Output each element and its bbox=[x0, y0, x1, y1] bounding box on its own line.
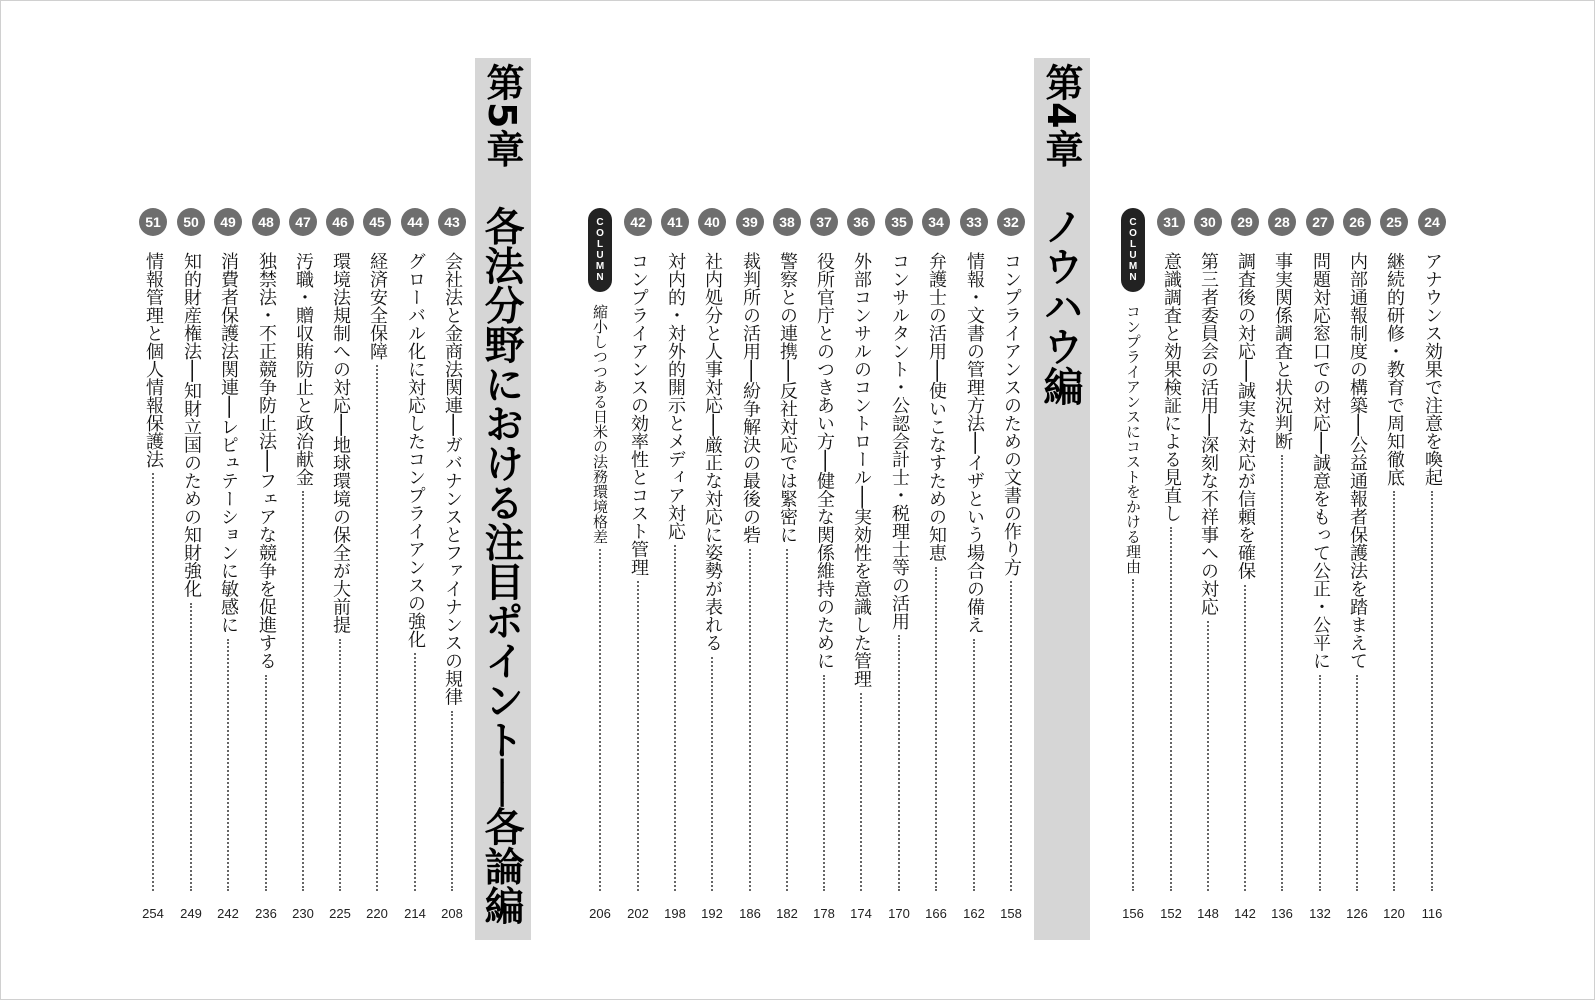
toc-entry-28[interactable] bbox=[1263, 208, 1301, 938]
dot-leader bbox=[451, 711, 453, 891]
dot-leader bbox=[823, 675, 825, 891]
entry-title: コンサルタント・公認会計士・税理士等の活用 bbox=[889, 252, 910, 630]
entry-title: 問題対応窓口での対応──誠意をもって公正・公平に bbox=[1310, 252, 1331, 670]
dot-leader bbox=[973, 639, 975, 891]
entry-title: コンプライアンスの効率性とコスト管理 bbox=[628, 252, 649, 576]
toc-entry-45[interactable] bbox=[358, 208, 396, 938]
dot-leader bbox=[674, 545, 676, 891]
entry-page-number: 132 bbox=[1309, 906, 1331, 921]
entry-title: 会社法と金商法関連──ガバナンスとファイナンスの規律 bbox=[442, 252, 463, 706]
toc-entry-column-2[interactable] bbox=[581, 208, 619, 938]
entry-page-number: 182 bbox=[776, 906, 798, 921]
entry-title: グローバル化に対応したコンプライアンスの強化 bbox=[405, 252, 426, 648]
entry-page-number: 126 bbox=[1346, 906, 1368, 921]
dot-leader bbox=[414, 653, 416, 891]
entry-number-badge: 31 bbox=[1157, 208, 1185, 236]
entry-title: 社内処分と人事対応──厳正な対応に姿勢が表れる bbox=[702, 252, 723, 652]
entry-number-badge: 33 bbox=[960, 208, 988, 236]
dot-leader bbox=[860, 693, 862, 891]
toc-entry-35[interactable] bbox=[880, 208, 918, 938]
entry-title: コンプライアンスにコストをかける理由 bbox=[1124, 304, 1142, 574]
entry-title: 知的財産権法──知財立国のための知財強化 bbox=[181, 252, 202, 598]
entry-page-number: 174 bbox=[850, 906, 872, 921]
dot-leader bbox=[786, 549, 788, 891]
dot-leader bbox=[1393, 491, 1395, 891]
entry-title: 外部コンサルのコントロール──実効性を意識した管理 bbox=[851, 252, 872, 688]
entry-title: コンプライアンスのための文書の作り方 bbox=[1001, 252, 1022, 576]
entry-title: 第三者委員会の活用──深刻な不祥事への対応 bbox=[1198, 252, 1219, 616]
entry-page-number: 230 bbox=[292, 906, 314, 921]
dot-leader bbox=[1356, 675, 1358, 891]
toc-entry-51[interactable] bbox=[134, 208, 172, 938]
entry-title: 環境法規制への対応──地球環境の保全が大前提 bbox=[330, 252, 351, 634]
dot-leader bbox=[749, 549, 751, 891]
entry-page-number: 254 bbox=[142, 906, 164, 921]
toc-entry-47[interactable] bbox=[284, 208, 322, 938]
entry-number-badge: 30 bbox=[1194, 208, 1222, 236]
toc-entry-30[interactable] bbox=[1189, 208, 1227, 938]
dot-leader bbox=[302, 491, 304, 891]
entry-number-badge: 49 bbox=[214, 208, 242, 236]
entry-page-number: 162 bbox=[963, 906, 985, 921]
entry-title: 弁護士の活用──使いこなすための知恵 bbox=[926, 252, 947, 562]
toc-entry-34[interactable] bbox=[917, 208, 955, 938]
entry-title: 汚職・贈収賄防止と政治献金 bbox=[293, 252, 314, 486]
entry-page-number: 156 bbox=[1122, 906, 1144, 921]
toc-entry-36[interactable] bbox=[842, 208, 880, 938]
toc-entry-25[interactable] bbox=[1375, 208, 1413, 938]
entry-page-number: 186 bbox=[739, 906, 761, 921]
entry-title: 対内的・対外的開示とメディア対応 bbox=[665, 252, 686, 540]
entry-number-badge: 48 bbox=[252, 208, 280, 236]
toc-entry-26[interactable] bbox=[1338, 208, 1376, 938]
dot-leader bbox=[1207, 621, 1209, 891]
entry-number-badge: 34 bbox=[922, 208, 950, 236]
entry-title: 情報・文書の管理方法──イザという場合の備え bbox=[964, 252, 985, 634]
chapter-5-title: 各法分野における注目ポイント──各論編 bbox=[478, 206, 525, 926]
entry-page-number: 202 bbox=[627, 906, 649, 921]
toc-entry-41[interactable] bbox=[656, 208, 694, 938]
entry-title: 独禁法・不正競争防止法──フェアな競争を促進する bbox=[256, 252, 277, 670]
dot-leader bbox=[152, 473, 154, 891]
entry-number-badge: 35 bbox=[885, 208, 913, 236]
entry-page-number: 152 bbox=[1160, 906, 1182, 921]
toc-entry-31[interactable] bbox=[1152, 208, 1190, 938]
entry-title: 警察との連携──反社対応では緊密に bbox=[777, 252, 798, 544]
dot-leader bbox=[935, 567, 937, 891]
entry-number-badge: 37 bbox=[810, 208, 838, 236]
entry-title: 意識調査と効果検証による見直し bbox=[1161, 252, 1182, 522]
entry-title: 消費者保護法関連──レピュテーションに敏感に bbox=[218, 252, 239, 634]
chapter-5-label: 第5章 bbox=[480, 63, 524, 169]
entry-page-number: 166 bbox=[925, 906, 947, 921]
entry-page-number: 220 bbox=[366, 906, 388, 921]
toc-entry-column-1[interactable] bbox=[1114, 208, 1152, 938]
toc-entry-33[interactable] bbox=[955, 208, 993, 938]
column-badge: COLUMN bbox=[1121, 208, 1145, 292]
entry-number-badge: 41 bbox=[661, 208, 689, 236]
entry-page-number: 116 bbox=[1421, 906, 1443, 921]
toc-entry-48[interactable] bbox=[247, 208, 285, 938]
entry-number-badge: 36 bbox=[847, 208, 875, 236]
entry-page-number: 178 bbox=[813, 906, 835, 921]
toc-entry-29[interactable] bbox=[1226, 208, 1264, 938]
toc-entry-37[interactable] bbox=[805, 208, 843, 938]
toc-entry-46[interactable] bbox=[321, 208, 359, 938]
entry-title: 縮小しつつある日米の法務環境格差 bbox=[591, 304, 609, 544]
entry-title: アナウンス効果で注意を喚起 bbox=[1422, 252, 1443, 486]
chapter-4-title: ノウハウ編 bbox=[1037, 206, 1083, 406]
toc-entry-40[interactable] bbox=[693, 208, 731, 938]
entry-title: 経済安全保障 bbox=[367, 252, 388, 360]
entry-number-badge: 26 bbox=[1343, 208, 1371, 236]
toc-entry-50[interactable] bbox=[172, 208, 210, 938]
entry-page-number: 249 bbox=[180, 906, 202, 921]
dot-leader bbox=[1319, 675, 1321, 891]
dot-leader bbox=[599, 549, 601, 891]
entry-page-number: 170 bbox=[888, 906, 910, 921]
entry-page-number: 208 bbox=[441, 906, 463, 921]
entry-page-number: 136 bbox=[1271, 906, 1293, 921]
toc-entry-27[interactable] bbox=[1301, 208, 1339, 938]
toc-entry-38[interactable] bbox=[768, 208, 806, 938]
dot-leader bbox=[1132, 579, 1134, 891]
toc-entry-42[interactable] bbox=[619, 208, 657, 938]
dot-leader bbox=[637, 581, 639, 891]
dot-leader bbox=[1431, 491, 1433, 891]
entry-number-badge: 39 bbox=[736, 208, 764, 236]
entry-title: 情報管理と個人情報保護法 bbox=[143, 252, 164, 468]
entry-number-badge: 44 bbox=[401, 208, 429, 236]
dot-leader bbox=[339, 639, 341, 891]
entry-number-badge: 29 bbox=[1231, 208, 1259, 236]
dot-leader bbox=[265, 675, 267, 891]
dot-leader bbox=[898, 635, 900, 891]
entry-page-number: 120 bbox=[1383, 906, 1405, 921]
entry-page-number: 236 bbox=[255, 906, 277, 921]
entry-page-number: 148 bbox=[1197, 906, 1219, 921]
dot-leader bbox=[1170, 527, 1172, 891]
toc-entry-39[interactable] bbox=[731, 208, 769, 938]
dot-leader bbox=[1010, 581, 1012, 891]
column-badge: COLUMN bbox=[588, 208, 612, 292]
entry-title: 役所官庁とのつきあい方──健全な関係維持のために bbox=[814, 252, 835, 670]
entry-number-badge: 50 bbox=[177, 208, 205, 236]
entry-number-badge: 28 bbox=[1268, 208, 1296, 236]
entry-page-number: 158 bbox=[1000, 906, 1022, 921]
entry-title: 継続的研修・教育で周知徹底 bbox=[1384, 252, 1405, 486]
entry-number-badge: 25 bbox=[1380, 208, 1408, 236]
entry-page-number: 192 bbox=[701, 906, 723, 921]
dot-leader bbox=[227, 639, 229, 891]
entry-title: 内部通報制度の構築──公益通報者保護法を踏まえて bbox=[1347, 252, 1368, 670]
entry-page-number: 225 bbox=[329, 906, 351, 921]
entry-number-badge: 45 bbox=[363, 208, 391, 236]
dot-leader bbox=[711, 657, 713, 891]
entry-page-number: 242 bbox=[217, 906, 239, 921]
dot-leader bbox=[1281, 455, 1283, 891]
entry-number-badge: 38 bbox=[773, 208, 801, 236]
entry-page-number: 198 bbox=[664, 906, 686, 921]
entry-number-badge: 27 bbox=[1306, 208, 1334, 236]
toc-entry-43[interactable] bbox=[433, 208, 471, 938]
entry-number-badge: 42 bbox=[624, 208, 652, 236]
entry-title: 事実関係調査と状況判断 bbox=[1272, 252, 1293, 450]
entry-number-badge: 51 bbox=[139, 208, 167, 236]
entry-number-badge: 47 bbox=[289, 208, 317, 236]
toc-entry-24[interactable] bbox=[1413, 208, 1451, 938]
entry-page-number: 206 bbox=[589, 906, 611, 921]
entry-title: 裁判所の活用──紛争解決の最後の砦 bbox=[740, 252, 761, 544]
entry-number-badge: 32 bbox=[997, 208, 1025, 236]
chapter-4-band bbox=[1034, 58, 1090, 940]
entry-number-badge: 43 bbox=[438, 208, 466, 236]
entry-page-number: 214 bbox=[404, 906, 426, 921]
toc-entry-44[interactable] bbox=[396, 208, 434, 938]
entry-number-badge: 46 bbox=[326, 208, 354, 236]
chapter-4-label: 第4章 bbox=[1039, 63, 1083, 169]
toc-entry-49[interactable] bbox=[209, 208, 247, 938]
entry-number-badge: 24 bbox=[1418, 208, 1446, 236]
dot-leader bbox=[376, 365, 378, 891]
entry-title: 調査後の対応──誠実な対応が信頼を確保 bbox=[1235, 252, 1256, 580]
entry-number-badge: 40 bbox=[698, 208, 726, 236]
dot-leader bbox=[1244, 585, 1246, 891]
toc-entry-32[interactable] bbox=[992, 208, 1030, 938]
dot-leader bbox=[190, 603, 192, 891]
entry-page-number: 142 bbox=[1234, 906, 1256, 921]
